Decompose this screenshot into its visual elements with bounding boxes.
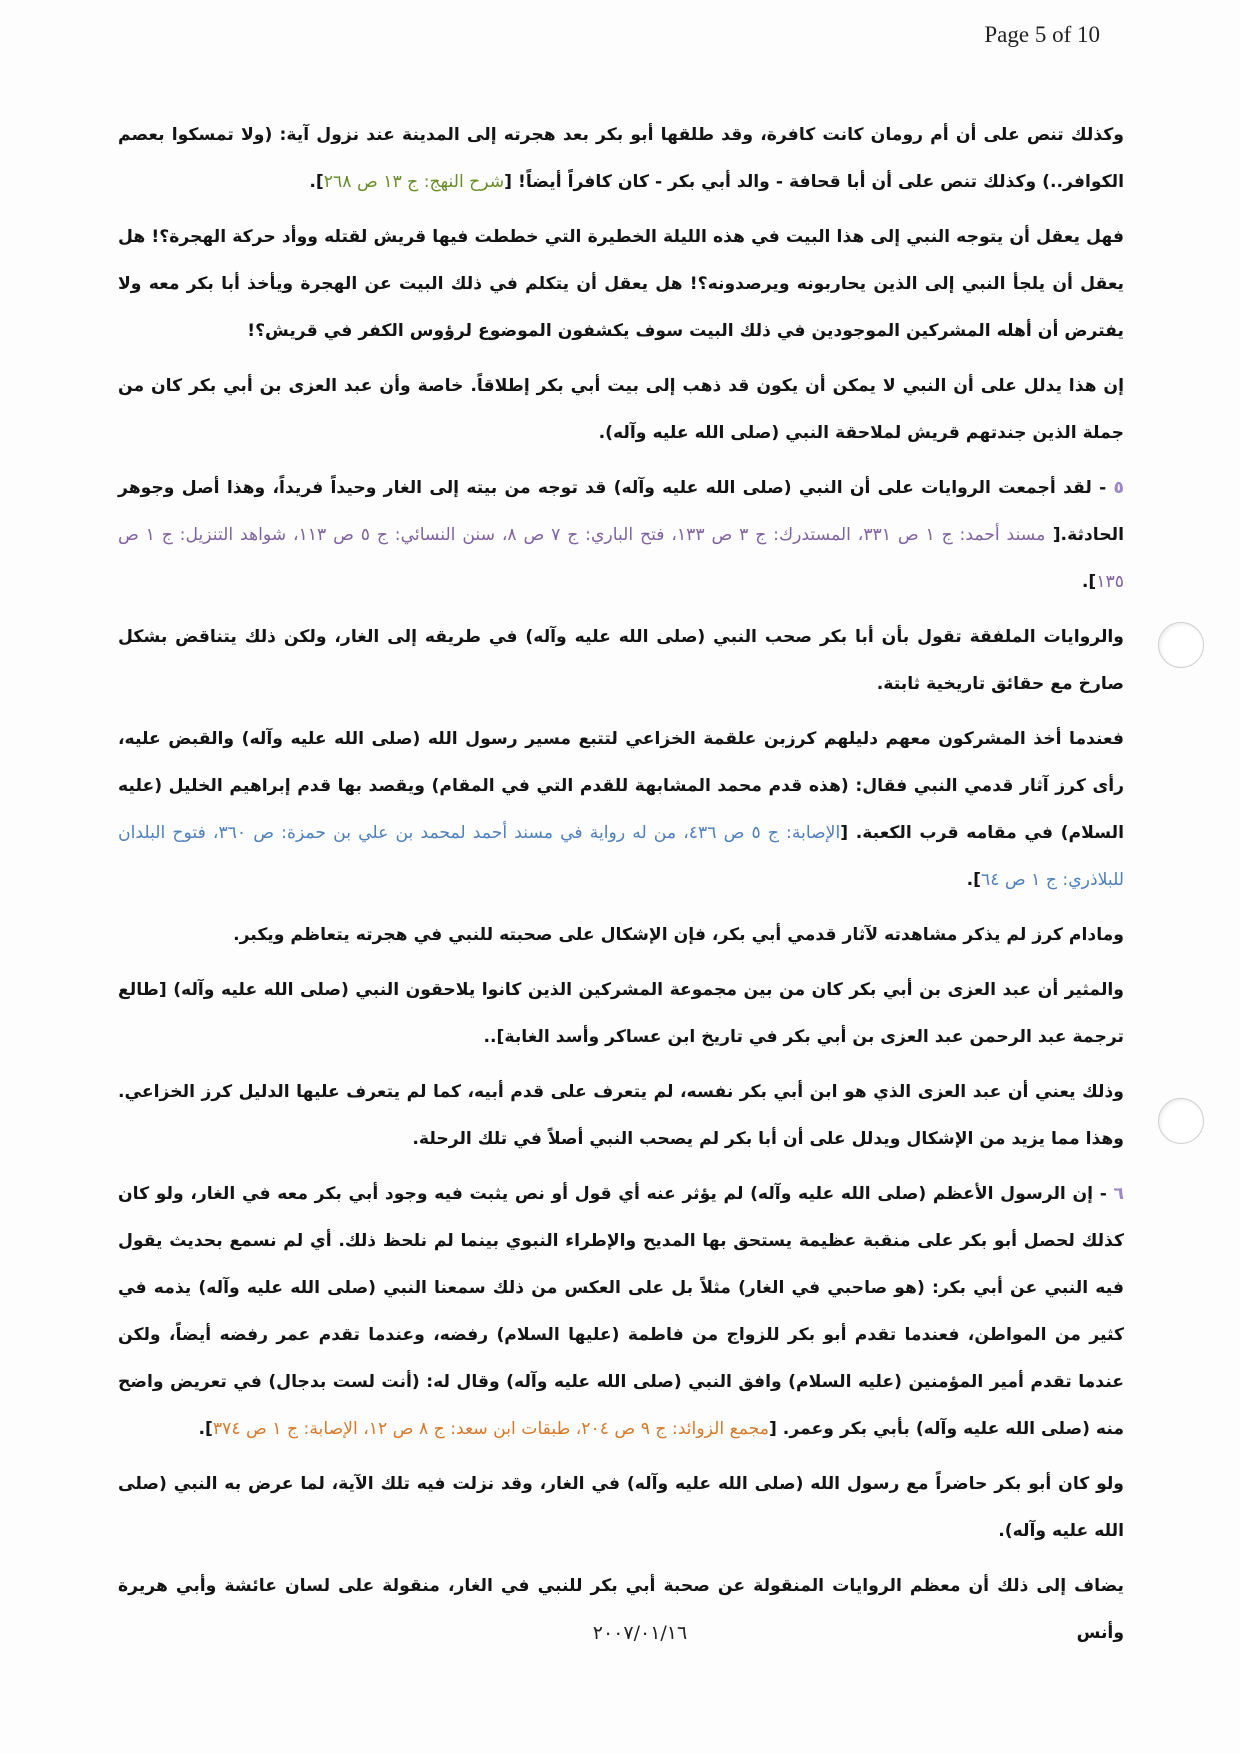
citation: شرح النهج: ج ١٣ ص ٢٦٨ bbox=[323, 172, 505, 192]
paragraph-text: ومادام كرز لم يذكر مشاهدته لآثار قدمي أبي بكر، فإن الإشكال على صحبته للنبي في هجرته يتعاظم ويكبر. bbox=[233, 925, 1124, 945]
paragraph bbox=[118, 363, 1124, 457]
footer-date: ٢٠٠٧/٠١/١٦ bbox=[592, 1622, 688, 1644]
item-number: ٦ bbox=[1113, 1184, 1124, 1204]
document-body bbox=[118, 112, 1124, 1665]
paragraph-text: إن هذا يدلل على أن النبي لا يمكن أن يكون قد ذهب إلى بيت أبي بكر إطلاقاً. خاصة وأن عبد العزى بن أبي بكر كان من جملة الذين جندتهم قريش لملاحقة النبي (صلى الله عليه وآله). bbox=[118, 376, 1124, 443]
paragraph-text: فعندما أخذ المشركون معهم دليلهم كرزبن علقمة الخزاعي لتتبع مسير رسول الله (صلى الله عليه وآله) والقبض عليه، رأى كرز آثار قدمي النبي فقال: (هذه قدم محمد المشابهة للقدم التي في المقام) ويقصد بها قدم إبراهيم الخليل (عليه السلام) في مقامه قرب الكعبة. [ bbox=[118, 729, 1124, 843]
paragraph-text: فهل يعقل أن يتوجه النبي إلى هذا البيت في هذه الليلة الخطيرة التي خططت فيها قريش لقتله ووأد حركة الهجرة؟! هل يعقل أن يلجأ النبي إلى الذين يحاربونه ويرصدونه؟! هل يعقل أن يتكلم في ذلك البيت عن الهجرة ويأخذ أبا بكر معه ولا يفترض أن أهله المشركين الموجودين في ذلك البيت سوف يكشفون الموضوع لرؤوس الكفر في قريش؟! bbox=[118, 227, 1124, 341]
citation-close: ]. bbox=[1081, 572, 1097, 592]
citation-close: ]. bbox=[309, 172, 324, 192]
item-number: ٥ bbox=[1113, 478, 1124, 498]
paragraph bbox=[118, 112, 1124, 206]
citation: الإصابة: ج ٥ ص ٤٣٦، من له رواية في مسند أحمد لمحمد بن علي بن حمزة: ص ٣٦٠، فتوح البلدان للبلاذري: ج ١ ص ٦٤ bbox=[118, 823, 1124, 890]
paragraph bbox=[118, 912, 1124, 959]
paragraph-text: والروايات الملفقة تقول بأن أبا بكر صحب النبي (صلى الله عليه وآله) في طريقه إلى الغار، ولكن ذلك يتناقض بشكل صارخ مع حقائق تاريخية ثابتة. bbox=[118, 627, 1124, 694]
paragraph bbox=[118, 1461, 1124, 1555]
citation: مسند أحمد: ج ١ ص ٣٣١، المستدرك: ج ٣ ص ١٣٣، فتح الباري: ج ٧ ص ٨، سنن النسائي: ج ٥ ص ١١٣، شواهد التنزيل: ج ١ ص ١٣٥ bbox=[118, 525, 1124, 592]
paragraph-text: - إن الرسول الأعظم (صلى الله عليه وآله) لم يؤثر عنه أي قول أو نص يثبت فيه وجود أبي بكر معه في الغار، ولو كان كذلك لحصل أبو بكر على منقبة عظيمة يستحق بها المديح والإطراء النبوي بينما لم نلحظ ذلك. أي لم نسمع بحديث يقول فيه النبي عن أبي بكر: (هو صاحبي في الغار) مثلاً بل على العكس من ذلك سمعنا النبي (صلى الله عليه وآله) يذمه في كثير من المواطن، فعندما تقدم أبو بكر للزواج من فاطمة (عليها السلام) رفضه، وعندما تقدم عمر رفضه أيضاً، ولكن عندما تقدم أمير المؤمنين (عليه السلام) وافق النبي (صلى الله عليه وآله) وقال له: (أنت لست بدجال) في تعريض واضح منه (صلى الله عليه وآله) بأبي بكر وعمر. [ bbox=[118, 1184, 1124, 1439]
paragraph-text: وكذلك تنص على أن أم رومان كانت كافرة، وقد طلقها أبو بكر بعد هجرته إلى المدينة عند نزول آية: (ولا تمسكوا بعصم الكوافر..) وكذلك تنص على أن أبا قحافة - والد أبي بكر - كان كافراً أيضاً! [ bbox=[118, 125, 1124, 192]
paragraph-text: يضاف إلى ذلك أن معظم الروايات المنقولة عن صحبة أبي بكر للنبي في الغار، منقولة على لسان عائشة وأبي هريرة وأنس bbox=[118, 1576, 1124, 1643]
punch-hole bbox=[1158, 1098, 1204, 1144]
paragraph-text: ولو كان أبو بكر حاضراً مع رسول الله (صلى الله عليه وآله) في الغار، وقد نزلت فيه تلك الآية، لما عرض به النبي (صلى الله عليه وآله). bbox=[118, 1474, 1124, 1541]
paragraph bbox=[118, 614, 1124, 708]
paragraph bbox=[118, 465, 1124, 606]
paragraph bbox=[118, 214, 1124, 355]
paragraph-text: والمثير أن عبد العزى بن أبي بكر كان من بين مجموعة المشركين الذين كانوا يلاحقون النبي (صلى الله عليه وآله) [طالع ترجمة عبد الرحمن عبد العزى بن أبي بكر في تاريخ ابن عساكر وأسد الغابة].. bbox=[118, 980, 1124, 1047]
paragraph-text: وذلك يعني أن عبد العزى الذي هو ابن أبي بكر نفسه، لم يتعرف على قدم أبيه، كما لم يتعرف عليها الدليل كرز الخزاعي. وهذا مما يزيد من الإشكال ويدلل على أن أبا بكر لم يصحب النبي أصلاً في تلك الرحلة. bbox=[118, 1082, 1124, 1149]
paragraph bbox=[118, 967, 1124, 1061]
paragraph bbox=[118, 716, 1124, 904]
paragraph bbox=[118, 1069, 1124, 1163]
page-number: Page 5 of 10 bbox=[984, 22, 1100, 47]
citation-close: ]. bbox=[966, 870, 981, 890]
citation-close: ]. bbox=[198, 1419, 213, 1439]
citation: مجمع الزوائد: ج ٩ ص ٢٠٤، طبقات ابن سعد: ج ٨ ص ١٢، الإصابة: ج ١ ص ٣٧٤ bbox=[212, 1419, 769, 1439]
punch-hole bbox=[1158, 622, 1204, 668]
paragraph bbox=[118, 1171, 1124, 1453]
paragraph-text: - لقد أجمعت الروايات على أن النبي (صلى الله عليه وآله) قد توجه من بيته إلى الغار وحيداً فريداً، وهذا أصل وجوهر الحادثة.[ bbox=[118, 478, 1124, 545]
